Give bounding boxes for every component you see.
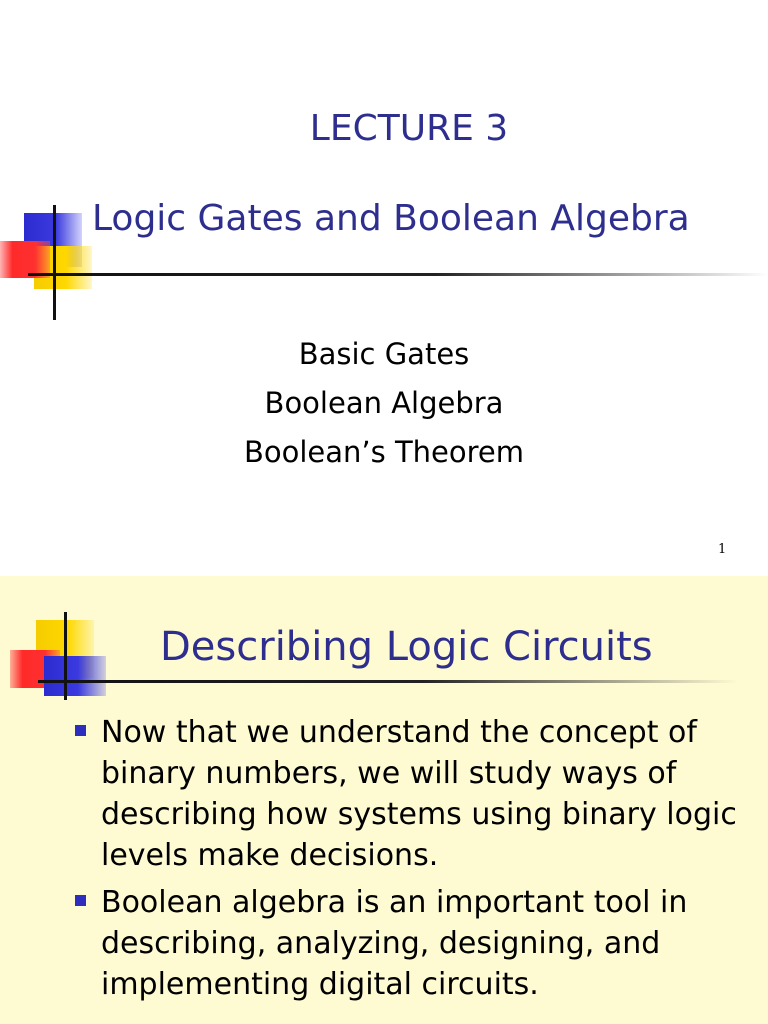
bullet-text: Boolean algebra is an important tool in describing, analyzing, designing, and implementing digital circuits. xyxy=(101,885,688,1002)
bullet-item xyxy=(72,712,752,876)
lecture-title: LECTURE 3 xyxy=(309,108,509,149)
topic-item: Basic Gates xyxy=(298,337,470,371)
content-slide xyxy=(0,576,768,1024)
decor-horizontal-rule xyxy=(38,680,738,683)
bullet-list xyxy=(72,712,752,1011)
decor-vertical-line xyxy=(64,612,67,700)
topic-item: Boolean’s Theorem xyxy=(243,435,525,469)
topic-list xyxy=(0,330,768,477)
slide-title: Describing Logic Circuits xyxy=(160,624,653,670)
slide-subtitle: Logic Gates and Boolean Algebra xyxy=(92,198,690,239)
page-number: 1 xyxy=(718,542,727,557)
topic-item: Boolean Algebra xyxy=(264,386,504,420)
square-bullet-icon xyxy=(75,725,86,736)
decor-blue-square xyxy=(44,656,106,696)
decor-vertical-line xyxy=(53,205,56,320)
bullet-text: Now that we understand the concept of binary numbers, we will study ways of describing how systems using binary logic levels make decisions. xyxy=(101,715,737,873)
square-bullet-icon xyxy=(75,895,86,906)
bullet-item xyxy=(72,882,752,1005)
decor-horizontal-rule xyxy=(28,273,768,276)
